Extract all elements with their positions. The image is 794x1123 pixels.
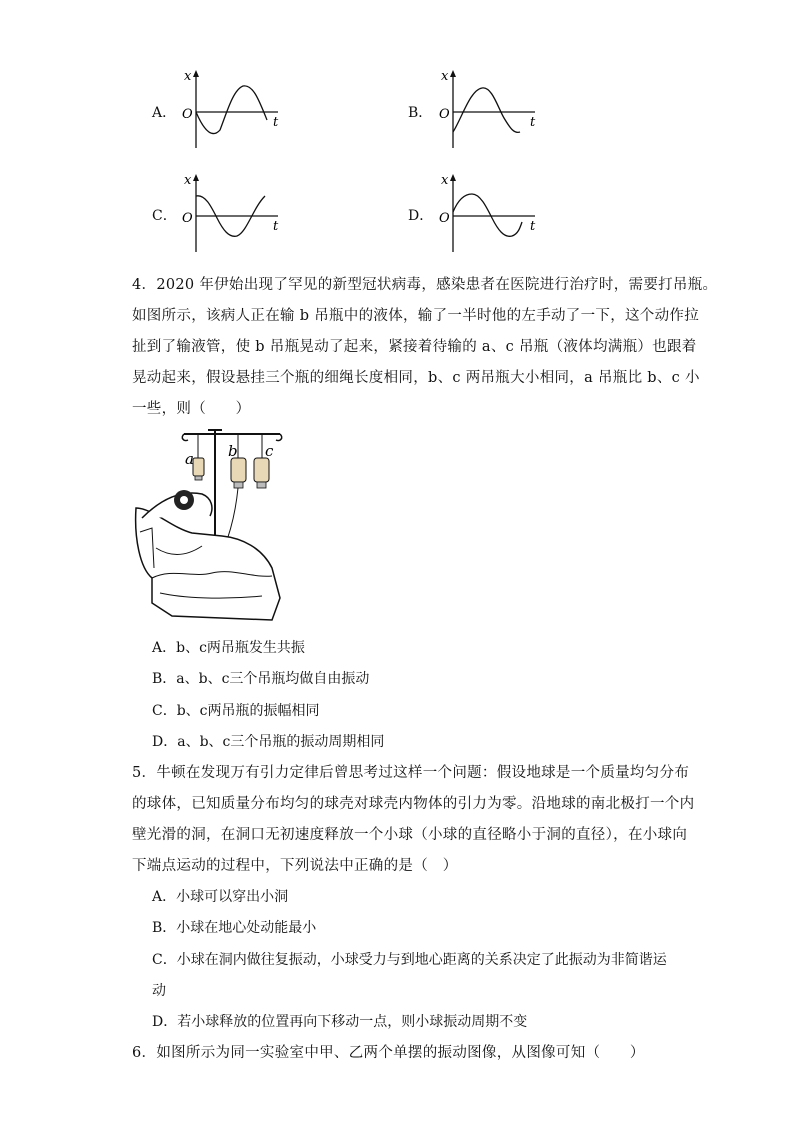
t-axis-label: t — [530, 219, 536, 234]
origin-label: O — [182, 107, 193, 122]
q5-stem-line: 壁光滑的洞，在洞口无初速度释放一个小球（小球的直径略小于洞的直径），在小球向 — [132, 827, 688, 843]
t-axis-label: t — [273, 115, 279, 130]
q4-option-c[interactable]: C．b、c两吊瓶的振幅相同 — [152, 703, 320, 719]
option-c-cosine-graph — [175, 172, 285, 256]
option-d-sine-graph — [432, 172, 542, 256]
origin-label: O — [182, 211, 193, 226]
q5-stem-line: 5．牛顿在发现万有引力定律后曾思考过这样一个问题：假设地球是一个质量均匀分布 — [132, 765, 690, 781]
x-axis-label: x — [441, 69, 449, 84]
q6-stem-line: 6．如图所示为同一实验室中甲、乙两个单摆的振动图像，从图像可知（ ） — [132, 1045, 645, 1061]
q5-stem-line: 的球体，已知质量分布均匀的球壳对球壳内物体的引力为零。沿地球的南北极打一个内 — [132, 796, 695, 812]
iv-drip-patient-illustration — [132, 428, 292, 628]
origin-label: O — [439, 107, 450, 122]
origin-label: O — [439, 211, 450, 226]
q4-stem-line: 如图所示，该病人正在输 b 吊瓶中的液体，输了一半时他的左手动了一下，这个动作拉 — [132, 308, 699, 324]
q5-stem-line: 下端点运动的过程中，下列说法中正确的是（ ） — [132, 858, 458, 874]
q4-option-a[interactable]: A．b、c两吊瓶发生共振 — [152, 640, 305, 656]
q4-option-d[interactable]: D．a、b、c三个吊瓶的振动周期相同 — [152, 734, 385, 750]
option-d-label: D． — [408, 208, 434, 224]
bottle-a-label: a — [185, 450, 194, 468]
q4-stem-line: 4．2020 年伊始出现了罕见的新型冠状病毒，感染患者在医院进行治疗时，需要打吊瓶。 — [132, 277, 718, 293]
bottle-b-label: b — [228, 442, 238, 460]
option-a-label: A． — [152, 105, 177, 121]
x-axis-label: x — [184, 69, 192, 84]
bottle-c-label: c — [265, 442, 274, 460]
q5-option-c-continued: 动 — [152, 983, 166, 999]
q4-stem-line: 晃动起来，假设悬挂三个瓶的细绳长度相同，b、c 两吊瓶大小相同，a 吊瓶比 b、c 小 — [132, 370, 700, 386]
q4-option-b[interactable]: B．a、b、c三个吊瓶均做自由振动 — [152, 671, 370, 687]
q5-option-c[interactable]: C．小球在洞内做往复振动，小球受力与到地心距离的关系决定了此振动为非简谐运 — [152, 952, 667, 968]
x-axis-label: x — [184, 173, 192, 188]
q5-option-a[interactable]: A．小球可以穿出小洞 — [152, 889, 289, 905]
t-axis-label: t — [273, 219, 279, 234]
q4-stem-line: 一些，则（ ） — [132, 401, 251, 417]
option-b-sine-graph — [432, 68, 542, 152]
t-axis-label: t — [530, 115, 536, 130]
q5-option-d[interactable]: D．若小球释放的位置再向下移动一点，则小球振动周期不变 — [152, 1014, 528, 1030]
option-c-label: C． — [152, 208, 177, 224]
q5-option-b[interactable]: B．小球在地心处动能最小 — [152, 920, 317, 936]
q4-stem-line: 扯到了输液管，使 b 吊瓶晃动了起来，紧接着待输的 a、c 吊瓶（液体均满瓶）也跟着 — [132, 339, 697, 355]
option-b-label: B． — [408, 105, 433, 121]
option-a-sine-graph — [175, 68, 285, 152]
x-axis-label: x — [441, 173, 449, 188]
